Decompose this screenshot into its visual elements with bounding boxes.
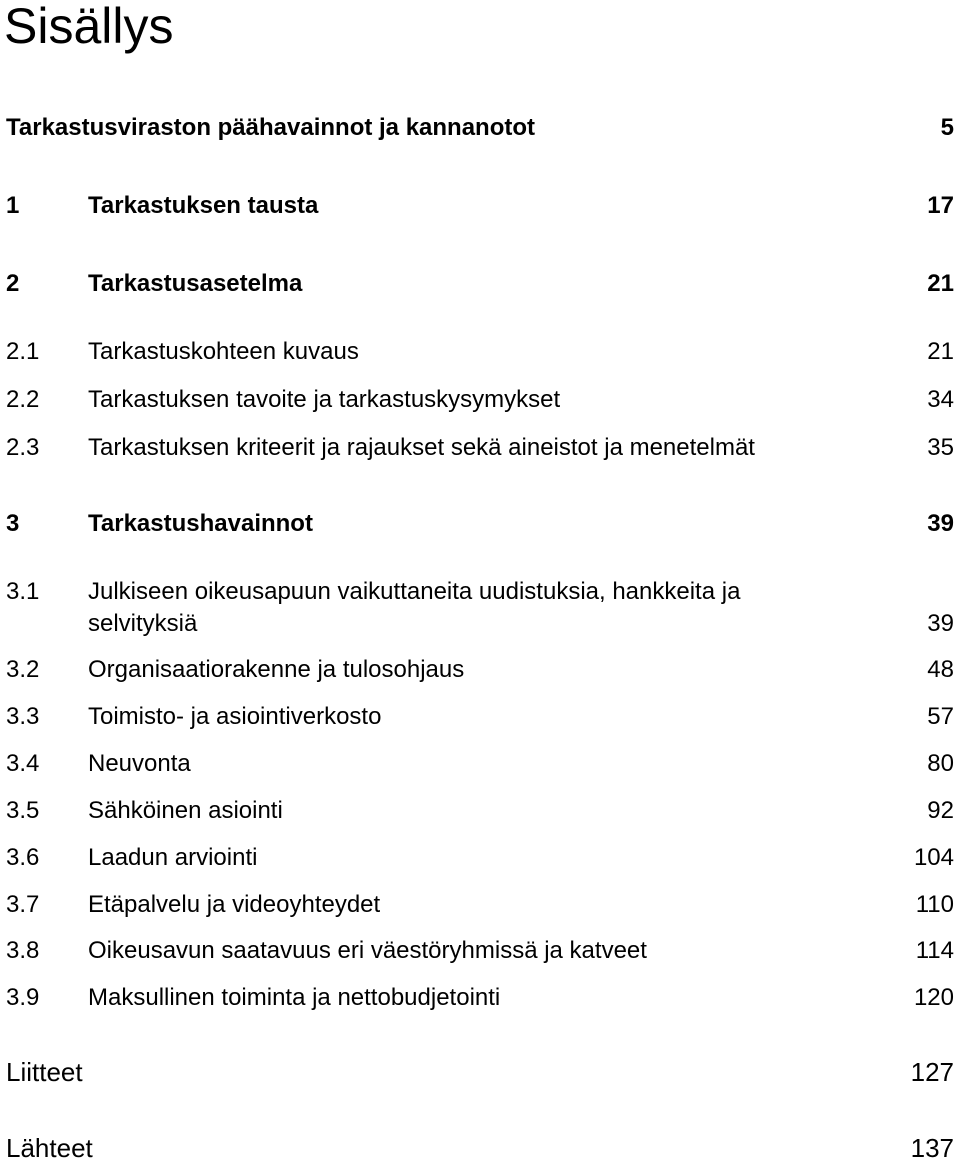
toc-entry-label: Tarkastushavainnot (88, 510, 313, 537)
toc-entry-page: 35 (927, 434, 954, 461)
toc-entry-page: 120 (913, 984, 954, 1011)
toc-entry-page: 114 (915, 937, 954, 964)
toc-entry-number: 3.1 (6, 578, 40, 605)
toc-entry-page: 5 (940, 114, 954, 141)
toc-entry-number: 2.3 (6, 434, 40, 461)
toc-entry-label: Tarkastuksen tavoite ja tarkastuskysymykset (88, 386, 561, 413)
toc-entry-page: 34 (927, 386, 954, 413)
toc-entry-label: Laadun arviointi (88, 844, 258, 871)
toc-entry-label: Toimisto- ja asiointiverkosto (88, 703, 382, 730)
toc-entry-label: Tarkastuskohteen kuvaus (88, 338, 359, 365)
toc-entry-label: Tarkastuksen kriteerit ja rajaukset sekä aineistot ja menetelmät (88, 434, 755, 461)
toc-entry-number: 3.9 (6, 984, 40, 1011)
page-title: Sisällys (4, 0, 174, 54)
toc-entry-label: Sähköinen asiointi (88, 797, 283, 824)
toc-entry-label: Liitteet (6, 1057, 83, 1087)
toc-entry-number: 3.4 (6, 750, 40, 777)
toc-entry-label: Neuvonta (88, 750, 191, 777)
toc-entry-label: Tarkastuksen tausta (88, 192, 319, 219)
toc-entry-page: 21 (927, 338, 954, 365)
toc-entry-label: Maksullinen toiminta ja nettobudjetointi (88, 984, 501, 1011)
toc-entry-number: 3.8 (6, 937, 40, 964)
toc-entry-section-3-1[interactable] (6, 576, 954, 640)
toc-entry-number: 3.7 (6, 891, 40, 918)
toc-entry-label: Julkiseen oikeusapuun vaikuttaneita uudistuksia, hankkeita ja selvityksiä (88, 578, 741, 637)
toc-entry-page: 127 (910, 1057, 954, 1087)
toc-entry-label: Oikeusavun saatavuus eri väestöryhmissä ja katveet (88, 937, 647, 964)
toc-entry-label: Etäpalvelu ja videoyhteydet (88, 891, 381, 918)
toc-entry-number: 1 (6, 192, 20, 219)
toc-entry-page: 80 (927, 750, 954, 777)
toc-entry-page: 17 (927, 192, 954, 219)
toc-entry-number: 3 (6, 510, 20, 537)
toc-entry-number: 3.2 (6, 656, 40, 683)
toc-entry-page: 48 (927, 656, 954, 683)
toc-entry-number: 2.2 (6, 386, 40, 413)
toc-entry-number: 3.3 (6, 703, 40, 730)
toc-entry-page: 110 (915, 891, 954, 918)
toc-entry-number: 2.1 (6, 338, 40, 365)
toc-entry-number: 2 (6, 270, 20, 297)
toc-entry-label: Tarkastusasetelma (88, 270, 303, 297)
toc-entry-page: 57 (927, 703, 954, 730)
toc-entry-page: 39 (927, 610, 954, 637)
toc-entry-number: 3.5 (6, 797, 40, 824)
toc-entry-label: Lähteet (6, 1133, 93, 1163)
toc-entry-page: 104 (913, 844, 954, 871)
toc-entry-page: 92 (927, 797, 954, 824)
toc-entry-number: 3.6 (6, 844, 40, 871)
toc-entry-page: 137 (910, 1133, 954, 1163)
toc-entry-page: 21 (927, 270, 954, 297)
toc-entry-label: Tarkastusviraston päähavainnot ja kannanotot (6, 114, 536, 141)
toc-entry-label: Organisaatiorakenne ja tulosohjaus (88, 656, 465, 683)
toc-entry-page: 39 (927, 510, 954, 537)
